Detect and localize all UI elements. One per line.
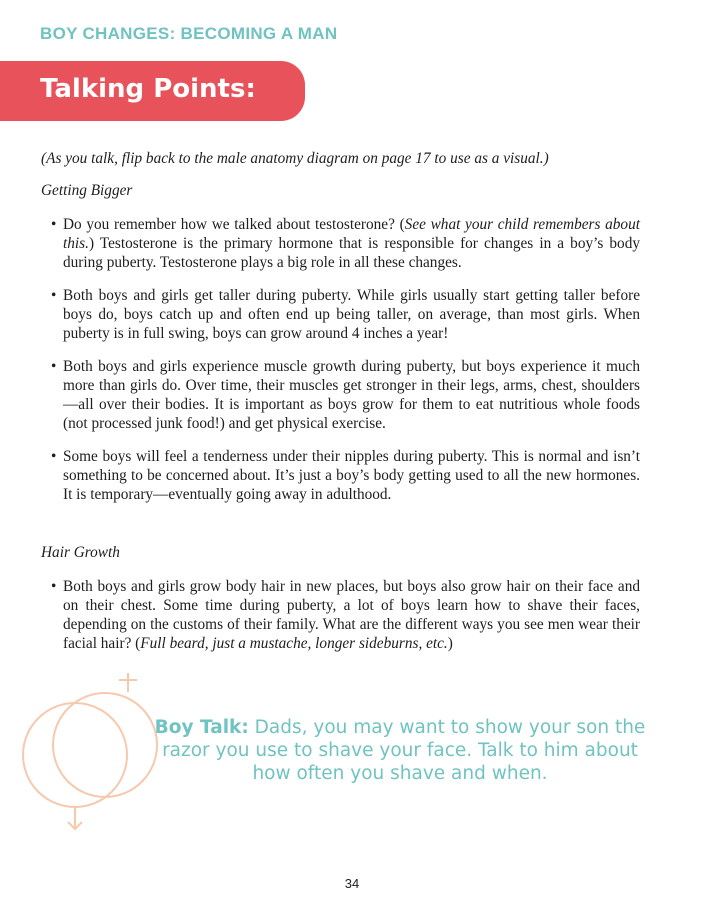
boy-talk-label: Boy Talk: [154, 717, 249, 738]
boy-talk-text: Dads, you may want to show your son the razor you use to shave your face. Talk to him about how often you shave and when. [162, 717, 646, 784]
getting-bigger-list [51, 215, 640, 504]
intro-instruction: (As you talk, flip back to the male anatomy diagram on page 17 to use as a visual.) [41, 150, 549, 167]
running-head: BOY CHANGES: BECOMING A MAN [40, 24, 338, 43]
talking-points-title: Talking Points: [40, 74, 256, 104]
section-heading-hair-growth: Hair Growth [41, 544, 120, 561]
page-number: 34 [344, 876, 360, 891]
section-heading-getting-bigger: Getting Bigger [41, 182, 133, 199]
female-male-symbol-icon [15, 665, 165, 835]
boy-talk-callout [150, 716, 650, 785]
list-item: • Both boys and girls get taller during puberty. While girls usually start getting taller before boys do, boys catch up and often end up being taller, on average, than most girls. When puberty is in full swing, boys can grow around 4 inches a year! [51, 286, 640, 343]
hair-growth-list [51, 577, 640, 653]
list-item: • Do you remember how we talked about testosterone? (See what your child remembers about this.) Testosterone is the primary hormone that is responsible for changes in a boy’s body during puberty. Testosterone plays a big role in all these changes. [51, 215, 640, 272]
list-item: • Both boys and girls grow body hair in new places, but boys also grow hair on their face and on their chest. Some time during puberty, a lot of boys learn how to shave their faces, depending on the customs of their family. What are the different ways you see men wear their facial hair? (Full beard, just a mustache, longer sideburns, etc.) [51, 577, 640, 653]
list-item: • Some boys will feel a tenderness under their nipples during puberty. This is normal and isn’t something to be concerned about. It’s just a boy’s body getting used to all the new hormones. It is temporary—eventually going away in adulthood. [51, 447, 640, 504]
list-item: • Both boys and girls experience muscle growth during puberty, but boys experience it much more than girls do. Over time, their muscles get stronger in their legs, arms, chest, shoulders—all over their bodies. It is important as boys grow for them to eat nutritious whole foods (not processed junk food!) and get physical exercise. [51, 357, 640, 433]
